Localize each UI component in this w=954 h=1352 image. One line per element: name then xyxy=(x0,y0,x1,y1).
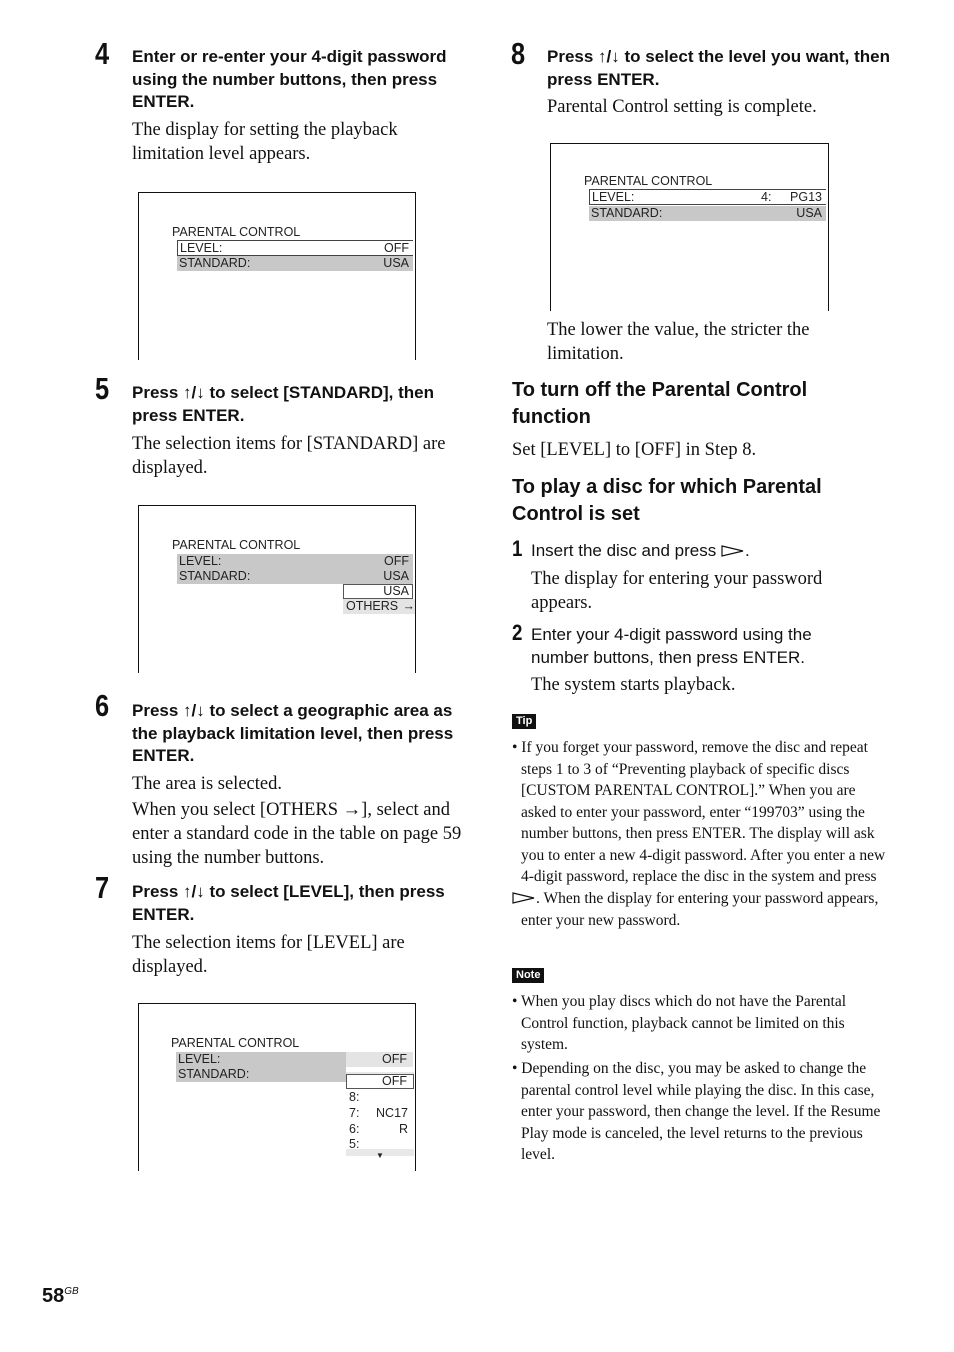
osd-level-row xyxy=(589,189,826,205)
up-down-arrow-icon: ↑/↓ xyxy=(183,701,205,720)
osd-level-label: LEVEL: xyxy=(180,241,223,255)
osd-screen-step8 xyxy=(550,143,829,311)
down-triangle-icon: ▼ xyxy=(376,1151,384,1160)
osd-list-item-value: NC17 xyxy=(376,1106,408,1120)
osd-level-row xyxy=(176,1052,413,1067)
osd-standard-value: USA xyxy=(796,206,822,220)
step-body: Parental Control setting is complete. xyxy=(547,97,817,117)
play-icon xyxy=(721,541,745,564)
substep-title: Enter your 4-digit password using the number buttons, then press ENTER. xyxy=(531,625,812,667)
tip-badge: Tip xyxy=(512,714,536,729)
osd-standard-row xyxy=(177,569,413,584)
osd-list-item-num: 5: xyxy=(349,1137,360,1151)
note-badge: Note xyxy=(512,968,544,983)
osd-standard-row xyxy=(177,256,413,271)
osd-level-value: OFF xyxy=(384,241,409,255)
osd-standard-label: STANDARD: xyxy=(178,1067,250,1081)
section-heading: To turn off the Parental Control function xyxy=(512,379,808,428)
step-title: Enter or re-enter your 4-digit password using the number buttons, then press ENTER. xyxy=(132,47,447,111)
step-body: The lower the value, the stricter the limitation. xyxy=(547,320,810,364)
step-number: 7 xyxy=(95,870,110,905)
osd-standard-value: USA xyxy=(383,569,409,583)
osd-level-label: LEVEL: xyxy=(178,1052,221,1066)
osd-list-item-num: 8: xyxy=(349,1090,360,1104)
osd-level-label: LEVEL: xyxy=(179,554,222,568)
osd-title: PARENTAL CONTROL xyxy=(172,225,301,239)
right-arrow-icon: → xyxy=(342,800,362,820)
step-title: Press ↑/↓ to select a geographic area as the playback limitation level, then press ENTER. xyxy=(132,701,454,765)
osd-level-list xyxy=(346,1072,414,1160)
osd-option-others: OTHERS → xyxy=(343,599,415,614)
osd-level-value: PG13 xyxy=(790,190,822,204)
up-down-arrow-icon: ↑/↓ xyxy=(598,47,620,66)
osd-level-value: OFF xyxy=(382,1052,407,1066)
step-number: 4 xyxy=(95,36,110,71)
note-item: • When you play discs which do not have the Parental Control function, playback cannot be limited on this system. xyxy=(512,993,847,1053)
substep-body: The system starts playback. xyxy=(531,675,736,695)
note-item: • Depending on the disc, you may be asked to change the parental control level while playing the disc. In this case, enter your password, then change the level. If the Resume Play mode is canceled, the level returns to the previous level. xyxy=(512,1060,881,1163)
osd-level-row xyxy=(177,554,413,569)
osd-standard-label: STANDARD: xyxy=(179,569,251,583)
step-title: Press ↑/↓ to select [STANDARD], then press ENTER. xyxy=(132,383,434,425)
step-title: Press ↑/↓ to select [LEVEL], then press ENTER. xyxy=(132,882,445,924)
osd-level-label: LEVEL: xyxy=(592,190,635,204)
step-body: The display for setting the playback limitation level appears. xyxy=(132,120,398,164)
step-number: 8 xyxy=(511,36,526,71)
right-arrow-icon: → xyxy=(402,599,415,613)
osd-standard-value: USA xyxy=(383,256,409,270)
tip-text: • If you forget your password, remove the disc and repeat steps 1 to 3 of “Preventing playback of specific discs [CUSTOM PARENTAL CONTROL].” When you are asked to enter your password, enter “199703” using the number buttons, then press ENTER. The display will ask you to enter a new 4-digit password. After you enter a new 4-digit password, replace the disc in the system and press . When the display for entering your password appears, enter your new password. xyxy=(512,739,886,929)
up-down-arrow-icon: ↑/↓ xyxy=(183,882,205,901)
osd-list-item-num: 6: xyxy=(349,1122,360,1136)
substep-title: Insert the disc and press . xyxy=(531,540,881,564)
osd-title: PARENTAL CONTROL xyxy=(171,1036,300,1050)
osd-screen-step5 xyxy=(138,505,416,673)
osd-standard-label: STANDARD: xyxy=(591,206,663,220)
osd-level-value: OFF xyxy=(384,554,409,568)
step-body: The area is selected. xyxy=(132,774,282,794)
osd-standard-label: STANDARD: xyxy=(179,256,251,270)
step-body: When you select [OTHERS →], select and enter a standard code in the table on page 59 using the number buttons. xyxy=(132,800,462,868)
step-number: 6 xyxy=(95,688,110,723)
section-heading: To play a disc for which Parental Control is set xyxy=(512,476,822,525)
osd-title: PARENTAL CONTROL xyxy=(172,538,301,552)
osd-level-number: 4: xyxy=(761,190,772,204)
osd-list-item-num: 7: xyxy=(349,1106,360,1120)
step-body: The selection items for [STANDARD] are displayed. xyxy=(132,434,446,478)
osd-screen-step4 xyxy=(138,192,416,360)
osd-level-row xyxy=(177,240,413,256)
section-body: Set [LEVEL] to [OFF] in Step 8. xyxy=(512,440,757,460)
osd-title: PARENTAL CONTROL xyxy=(584,174,713,188)
osd-option-usa: USA xyxy=(343,584,413,599)
osd-list-top: OFF xyxy=(346,1074,414,1089)
osd-standard-row xyxy=(589,206,826,221)
step-number: 5 xyxy=(95,371,110,406)
play-icon xyxy=(521,889,536,911)
substep-number: 1 xyxy=(512,536,523,561)
step-body: The selection items for [LEVEL] are displayed. xyxy=(132,933,405,977)
step-title: Press ↑/↓ to select the level you want, then press ENTER. xyxy=(547,47,890,89)
substep-body: The display for entering your password appears. xyxy=(531,569,823,613)
substep-number: 2 xyxy=(512,620,523,645)
osd-list-item-value: R xyxy=(398,1122,408,1136)
page-number: $58^{GB}$ xyxy=(42,1285,79,1307)
up-down-arrow-icon: ↑/↓ xyxy=(183,383,205,402)
osd-screen-step7 xyxy=(138,1003,416,1171)
